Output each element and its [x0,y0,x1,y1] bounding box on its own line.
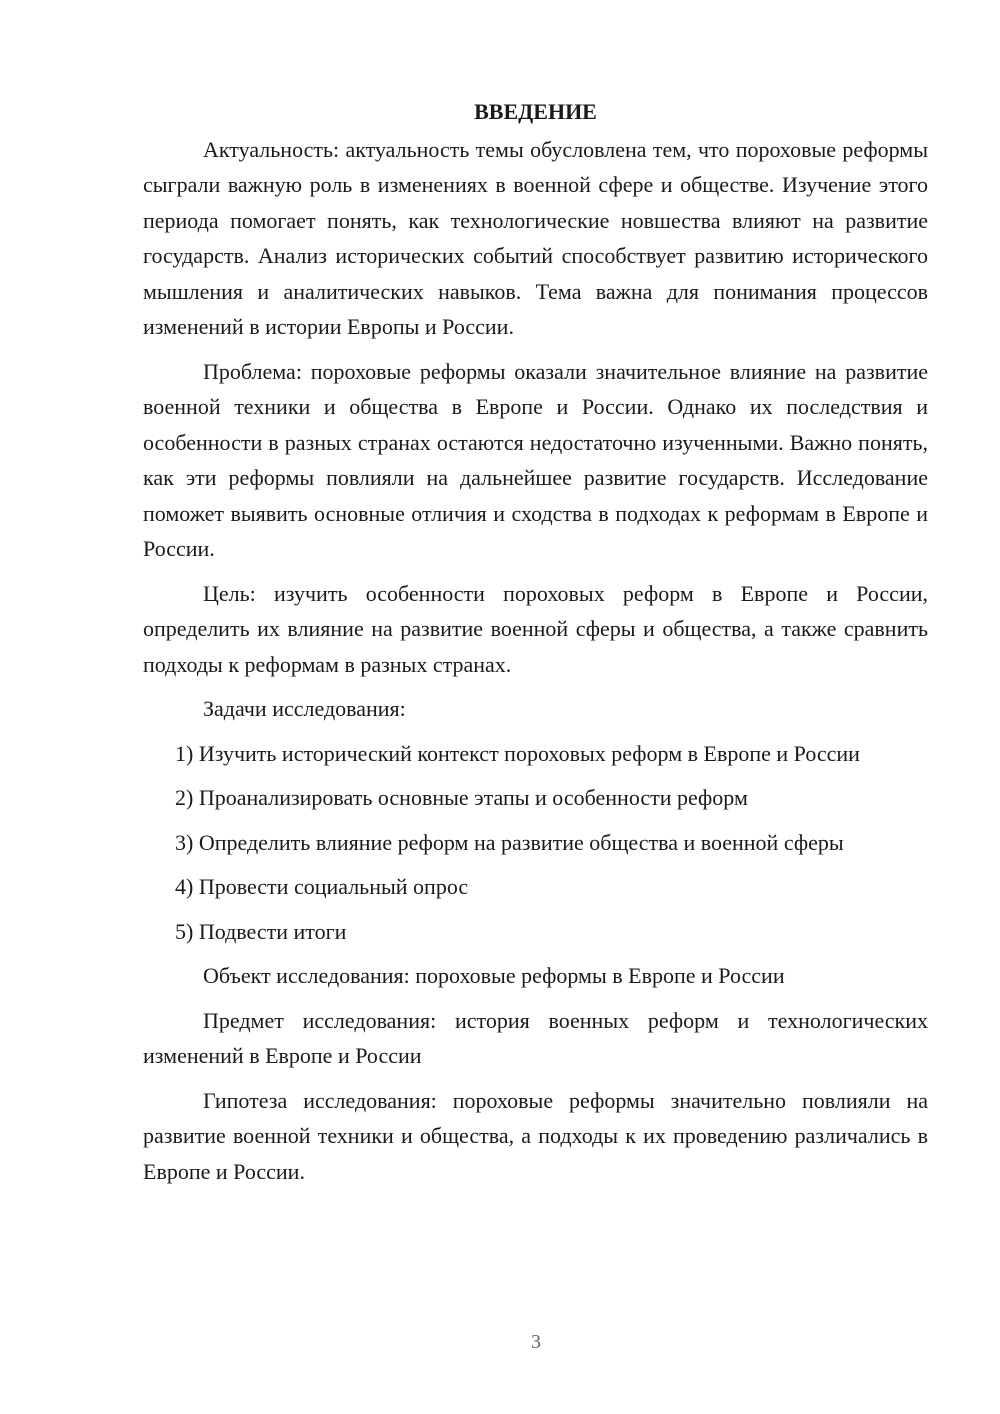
task-item-2: 2) Проанализировать основные этапы и особенности реформ [175,785,748,810]
task-item-5: 5) Подвести итоги [175,918,347,944]
relevance-paragraph: Актуальность: актуальность темы обусловлена тем, что пороховые реформы сыграли важную роль в изменениях в военной сфере и обществе. Изучение этого периода помогает понять, как технологические новшества влияют на развитие государств. Анализ исторических событий способствует развитию исторического мышления и аналитических навыков. Тема важна для понимания процессов изменений в истории Европы и России. [143,136,928,339]
tasks-heading: Задачи исследования: [203,696,406,721]
task-item-4: 4) Провести социальный опрос [175,874,469,899]
task-item-3: 3) Определить влияние реформ на развитие общества и военной сферы [175,829,844,855]
subject-paragraph: Предмет исследования: история военных реформ и технологических изменений в Европе и России [143,1007,928,1068]
page-body [143,94,928,1198]
object-paragraph: Объект исследования: пороховые реформы в Европе и России [203,963,785,988]
problem-paragraph: Проблема: пороховые реформы оказали значительное влияние на развитие военной техники и общества в Европе и России. Однако их последствия и особенности в разных странах остаются недостаточно изученными. Важно понять, как эти реформы повлияли на дальнейшее развитие государств. Исследование поможет выявить основные отличия и сходства в подходах к реформам в Европе и России. [143,358,928,561]
section-title: ВВЕДЕНИЕ [474,99,597,124]
task-item-1: 1) Изучить исторический контекст пороховых реформ в Европе и России [175,740,860,766]
goal-paragraph: Цель: изучить особенности пороховых реформ в Европе и России, определить их влияние на развитие военной сферы и общества, а также сравнить подходы к реформам в разных странах. [143,580,928,677]
page-number: 3 [531,1331,541,1353]
hypothesis-paragraph: Гипотеза исследования: пороховые реформы значительно повлияли на развитие военной техники и общества, а подходы к их проведению различались в Европе и России. [143,1087,928,1184]
